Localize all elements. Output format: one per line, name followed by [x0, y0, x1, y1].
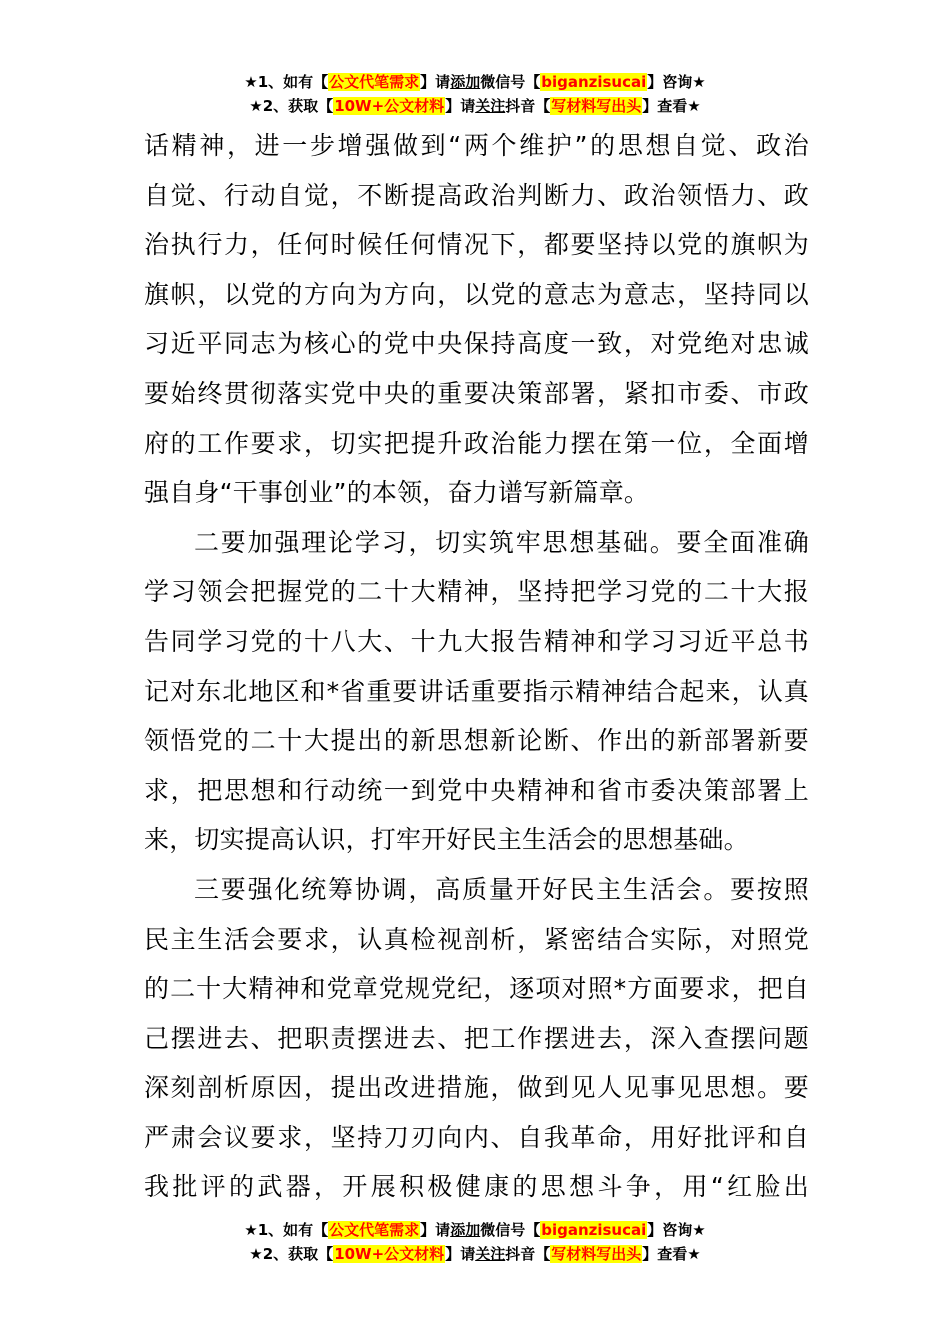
- banner-text: ★1、如有【: [244, 73, 329, 91]
- body-line: 习近平同志为核心的党中央保持高度一致，对党绝对忠诚: [144, 329, 809, 359]
- banner-text: 】请: [420, 1221, 451, 1239]
- banner-text: 】请: [445, 97, 476, 115]
- body-line: 我批评的武器，开展积极健康的思想斗争，用“红脸出: [144, 1172, 809, 1202]
- banner-text: 】查看★: [642, 97, 701, 115]
- paragraph-heading-line: 二要加强理论学习，切实筑牢思想基础。要全面准确: [194, 527, 809, 557]
- banner-text: 】请: [445, 1245, 476, 1263]
- body-line: 要始终贯彻落实党中央的重要决策部署，紧扣市委、市政: [144, 378, 809, 408]
- body-line: 己摆进去、把职责摆进去、把工作摆进去，深入查摆问题: [144, 1023, 809, 1053]
- body-line: 告同学习党的十八大、十九大报告精神和学习习近平总书: [144, 626, 809, 656]
- banner-text: 抖音【: [505, 97, 551, 115]
- banner-line-1: [0, 1218, 950, 1242]
- body-line: 治执行力，任何时候任何情况下，都要坚持以党的旗帜为: [144, 230, 809, 260]
- banner-highlight: biganzisucai: [541, 73, 647, 91]
- body-line: 领悟党的二十大提出的新思想新论断、作出的新部署新要: [144, 726, 809, 756]
- banner-highlight: biganzisucai: [541, 1221, 647, 1239]
- banner-underlined-text: 添加: [450, 1221, 481, 1239]
- banner-line-2: [0, 1242, 950, 1266]
- paragraph-heading-line: 三要强化统筹协调，高质量开好民主生活会。要按照: [194, 874, 809, 904]
- banner-line-2: [0, 94, 950, 118]
- banner-highlight: 写材料写出头: [551, 1245, 642, 1263]
- body-line: 强自身“干事创业”的本领，奋力谱写新篇章。: [144, 478, 650, 508]
- body-line: 旗帜，以党的方向为方向，以党的意志为意志，坚持同以: [144, 279, 809, 309]
- banner-text: ★2、获取【: [249, 1245, 334, 1263]
- banner-underlined-text: 关注: [475, 97, 506, 115]
- banner-text: ★2、获取【: [249, 97, 334, 115]
- body-line: 求，把思想和行动统一到党中央精神和省市委决策部署上: [144, 775, 809, 805]
- banner-text: 】请: [420, 73, 451, 91]
- banner-text: 】查看★: [642, 1245, 701, 1263]
- body-line: 话精神，进一步增强做到“两个维护”的思想自觉、政治: [144, 131, 809, 160]
- body-line: 记对东北地区和*省重要讲话重要指示精神结合起来，认真: [144, 676, 809, 706]
- body-line: 自觉、行动自觉，不断提高政治判断力、政治领悟力、政: [144, 180, 809, 210]
- body-line: 民主生活会要求，认真检视剖析，紧密结合实际，对照党: [144, 924, 809, 954]
- header-banner: [0, 70, 950, 118]
- banner-line-1: [0, 70, 950, 94]
- body-line: 严肃会议要求，坚持刀刃向内、自我革命，用好批评和自: [144, 1122, 809, 1152]
- banner-highlight: 10W+公文材料: [334, 97, 445, 115]
- banner-underlined-text: 关注: [475, 1245, 506, 1263]
- banner-highlight: 写材料写出头: [551, 97, 642, 115]
- banner-highlight: 公文代笔需求: [329, 73, 420, 91]
- banner-text: 】咨询★: [647, 73, 706, 91]
- banner-text: 抖音【: [505, 1245, 551, 1263]
- banner-text: ★1、如有【: [244, 1221, 329, 1239]
- footer-banner: [0, 1218, 950, 1266]
- body-line: 来，切实提高认识，打牢开好民主生活会的思想基础。: [144, 825, 749, 855]
- body-line: 学习领会把握党的二十大精神，坚持把学习党的二十大报: [144, 577, 809, 607]
- body-line: 深刻剖析原因，提出改进措施，做到见人见事见思想。要: [144, 1073, 809, 1103]
- banner-highlight: 公文代笔需求: [329, 1221, 420, 1239]
- body-line: 府的工作要求，切实把提升政治能力摆在第一位，全面增: [144, 428, 809, 458]
- banner-highlight: 10W+公文材料: [334, 1245, 445, 1263]
- banner-underlined-text: 添加: [450, 73, 481, 91]
- document-body: [144, 121, 809, 1212]
- banner-text: 】咨询★: [647, 1221, 706, 1239]
- body-line: 的二十大精神和党章党规党纪，逐项对照*方面要求，把自: [144, 974, 809, 1004]
- banner-text: 微信号【: [480, 1221, 541, 1239]
- banner-text: 微信号【: [480, 73, 541, 91]
